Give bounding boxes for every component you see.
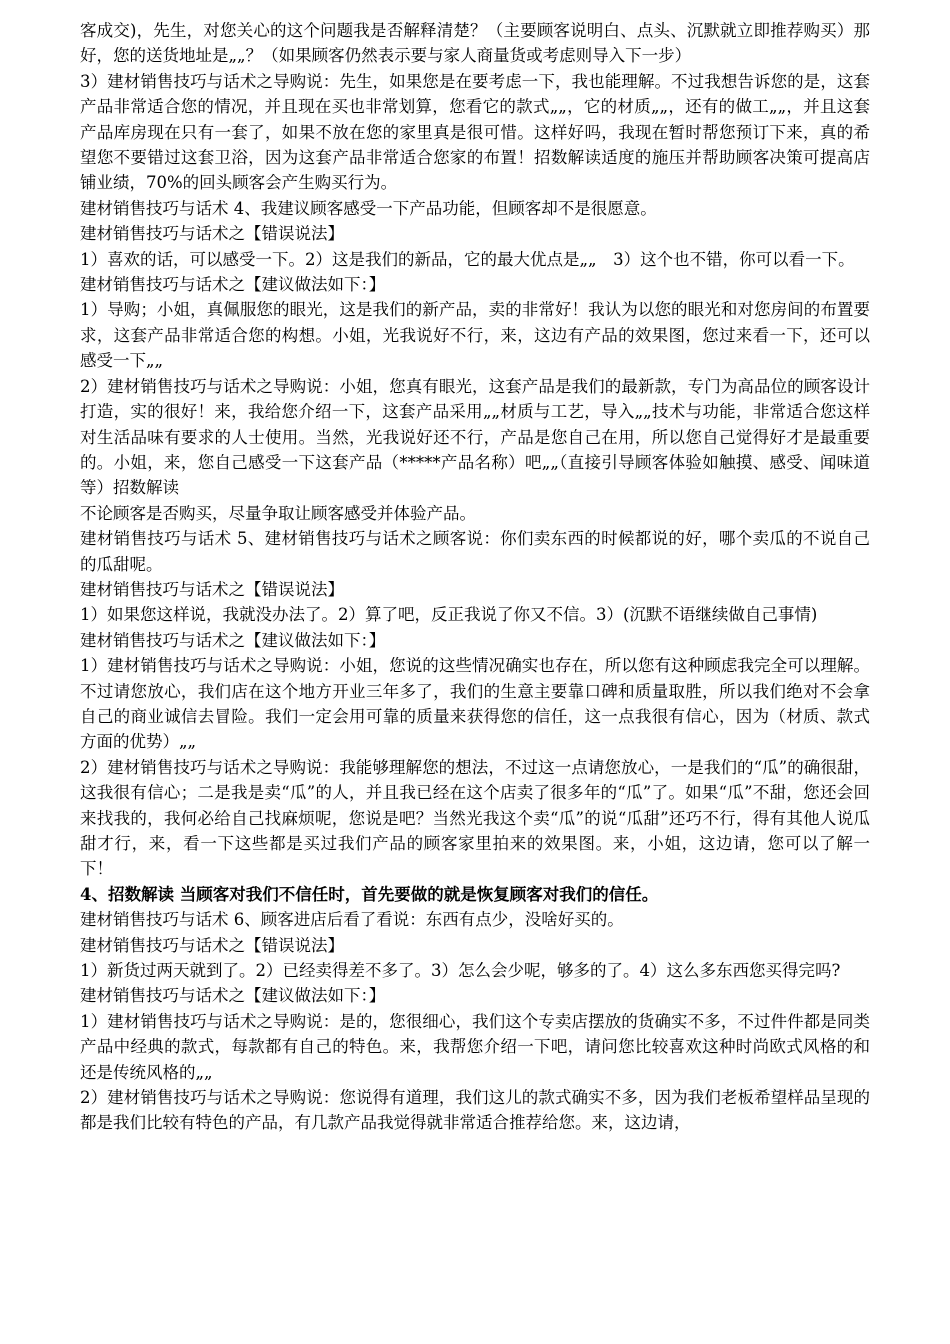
wrong-approach-heading: 建材销售技巧与话术之【错误说法】 bbox=[80, 935, 344, 955]
suggested-approach-item: 1）导购；小姐，真佩服您的眼光，这是我们的新产品，卖的非常好！我认为以您的眼光和对您房间的布置要求，这套产品非常适合您的构想。小姐，光我说好不行，来，这边有产品的效果图，您过来看一下，还可以感受一下„„ bbox=[80, 300, 870, 371]
wrong-approach-heading: 建材销售技巧与话术之【错误说法】 bbox=[80, 224, 344, 244]
paragraph-consider-response: 3）建材销售技巧与话术之导购说：先生，如果您是在要考虑一下，我也能理解。不过我想告诉您的是，这套产品非常适合您的情况，并且现在买也非常划算，您看它的款式„„，它的材质„„，还有的做工„„，并且这套产品库房现在只有一套了，如果不放在您的家里真是很可惜。这样好吗，我现在暂时帮您预订下来，真的希望您不要错过这套卫浴，因为这套产品非常适合您家的布置！招数解读适度的施压并帮助顾客决策可提高店铺业绩，70%的回头顾客会产生购买行为。 bbox=[80, 71, 870, 193]
wrong-approach-list: 1）喜欢的话，可以感受一下。2）这是我们的新品，它的最大优点是„„ 3）这个也不错，你可以看一下。 bbox=[80, 249, 855, 269]
suggested-approach-item: 1）建材销售技巧与话术之导购说：是的，您很细心，我们这个专卖店摆放的货确实不多，不过件件都是同类产品中经典的款式，每款都有自己的特色。来，我帮您介绍一下吧，请问您比较喜欢这种时尚欧式风格的和还是传统风格的„„ bbox=[80, 1011, 870, 1082]
suggested-approach-item: 2）建材销售技巧与话术之导购说：小姐，您真有眼光，这套产品是我们的最新款，专门为高品位的顾客设计打造，实的很好！来，我给您介绍一下，这套产品采用„„材质与工艺，导入„„技术与功能，非常适合您这样对生活品味有要求的人士使用。当然，光我说好还不行，产品是您自己在用，所以您自己觉得好才是最重要的。小姐，来，您自己感受一下这套产品（*****产品名称）吧„„（直接引导顾客体验如触摸、感受、闻味道等）招数解读 bbox=[80, 376, 870, 498]
section-heading-5: 建材销售技巧与话术 5、建材销售技巧与话术之顾客说：你们卖东西的时候都说的好，哪个卖瓜的不说自己的瓜甜呢。 bbox=[80, 529, 870, 574]
suggested-approach-heading: 建材销售技巧与话术之【建议做法如下：】 bbox=[80, 986, 386, 1006]
suggested-approach-heading: 建材销售技巧与话术之【建议做法如下：】 bbox=[80, 275, 386, 295]
wrong-approach-heading: 建材销售技巧与话术之【错误说法】 bbox=[80, 579, 344, 599]
wrong-approach-list: 1）如果您这样说，我就没办法了。2）算了吧，反正我说了你又不信。3）(沉默不语继续做自己事情) bbox=[80, 605, 818, 625]
suggested-approach-heading: 建材销售技巧与话术之【建议做法如下：】 bbox=[80, 630, 386, 650]
tip-text: 不论顾客是否购买，尽量争取让顾客感受并体验产品。 bbox=[80, 503, 476, 523]
suggested-approach-item: 1）建材销售技巧与话术之导购说：小姐，您说的这些情况确实也存在，所以您有这种顾虑我完全可以理解。不过请您放心，我们店在这个地方开业三年多了，我们的生意主要靠口碑和质量取胜，所以我们绝对不会拿自己的商业诚信去冒险。我们一定会用可靠的质量来获得您的信任，这一点我很有信心，因为（材质、款式方面的优势）„„ bbox=[80, 656, 870, 752]
section-heading-4: 建材销售技巧与话术 4、我建议顾客感受一下产品功能，但顾客却不是很愿意。 bbox=[80, 198, 657, 218]
section-heading-6: 建材销售技巧与话术 6、顾客进店后看了看说：东西有点少，没啥好买的。 bbox=[80, 910, 624, 930]
wrong-approach-list: 1）新货过两天就到了。2）已经卖得差不多了。3）怎么会少呢，够多的了。4）这么多东西您买得完吗? bbox=[80, 961, 841, 981]
document-body bbox=[80, 18, 870, 1136]
paragraph-closing-question: 客成交)，先生，对您关心的这个问题我是否解释清楚？（主要顾客说明白、点头、沉默就立即推荐购买）那好，您的送货地址是„„？（如果顾客仍然表示要与家人商量货或考虑则导入下一步） bbox=[80, 21, 870, 66]
suggested-approach-item: 2）建材销售技巧与话术之导购说：您说得有道理，我们这儿的款式确实不多，因为我们老板希望样品呈现的都是我们比较有特色的产品，有几款产品我觉得就非常适合推荐给您。来，这边请， bbox=[80, 1088, 870, 1133]
tip-bold-heading: 4、招数解读 当顾客对我们不信任时，首先要做的就是恢复顾客对我们的信任。 bbox=[80, 884, 659, 904]
suggested-approach-item: 2）建材销售技巧与话术之导购说：我能够理解您的想法，不过这一点请您放心，一是我们的“瓜”的确很甜，这我很有信心；二是我是卖“瓜”的人，并且我已经在这个店卖了很多年的“瓜”了。如果“瓜”不甜，您还会回来找我的，我何必给自己找麻烦呢，您说是吧？当然光我这个卖“瓜”的说“瓜甜”还巧不行，得有其他人说瓜甜才行，来，看一下这些都是买过我们产品的顾客家里拍来的效果图。来，小姐，这边请，您可以了解一下！ bbox=[80, 757, 870, 879]
